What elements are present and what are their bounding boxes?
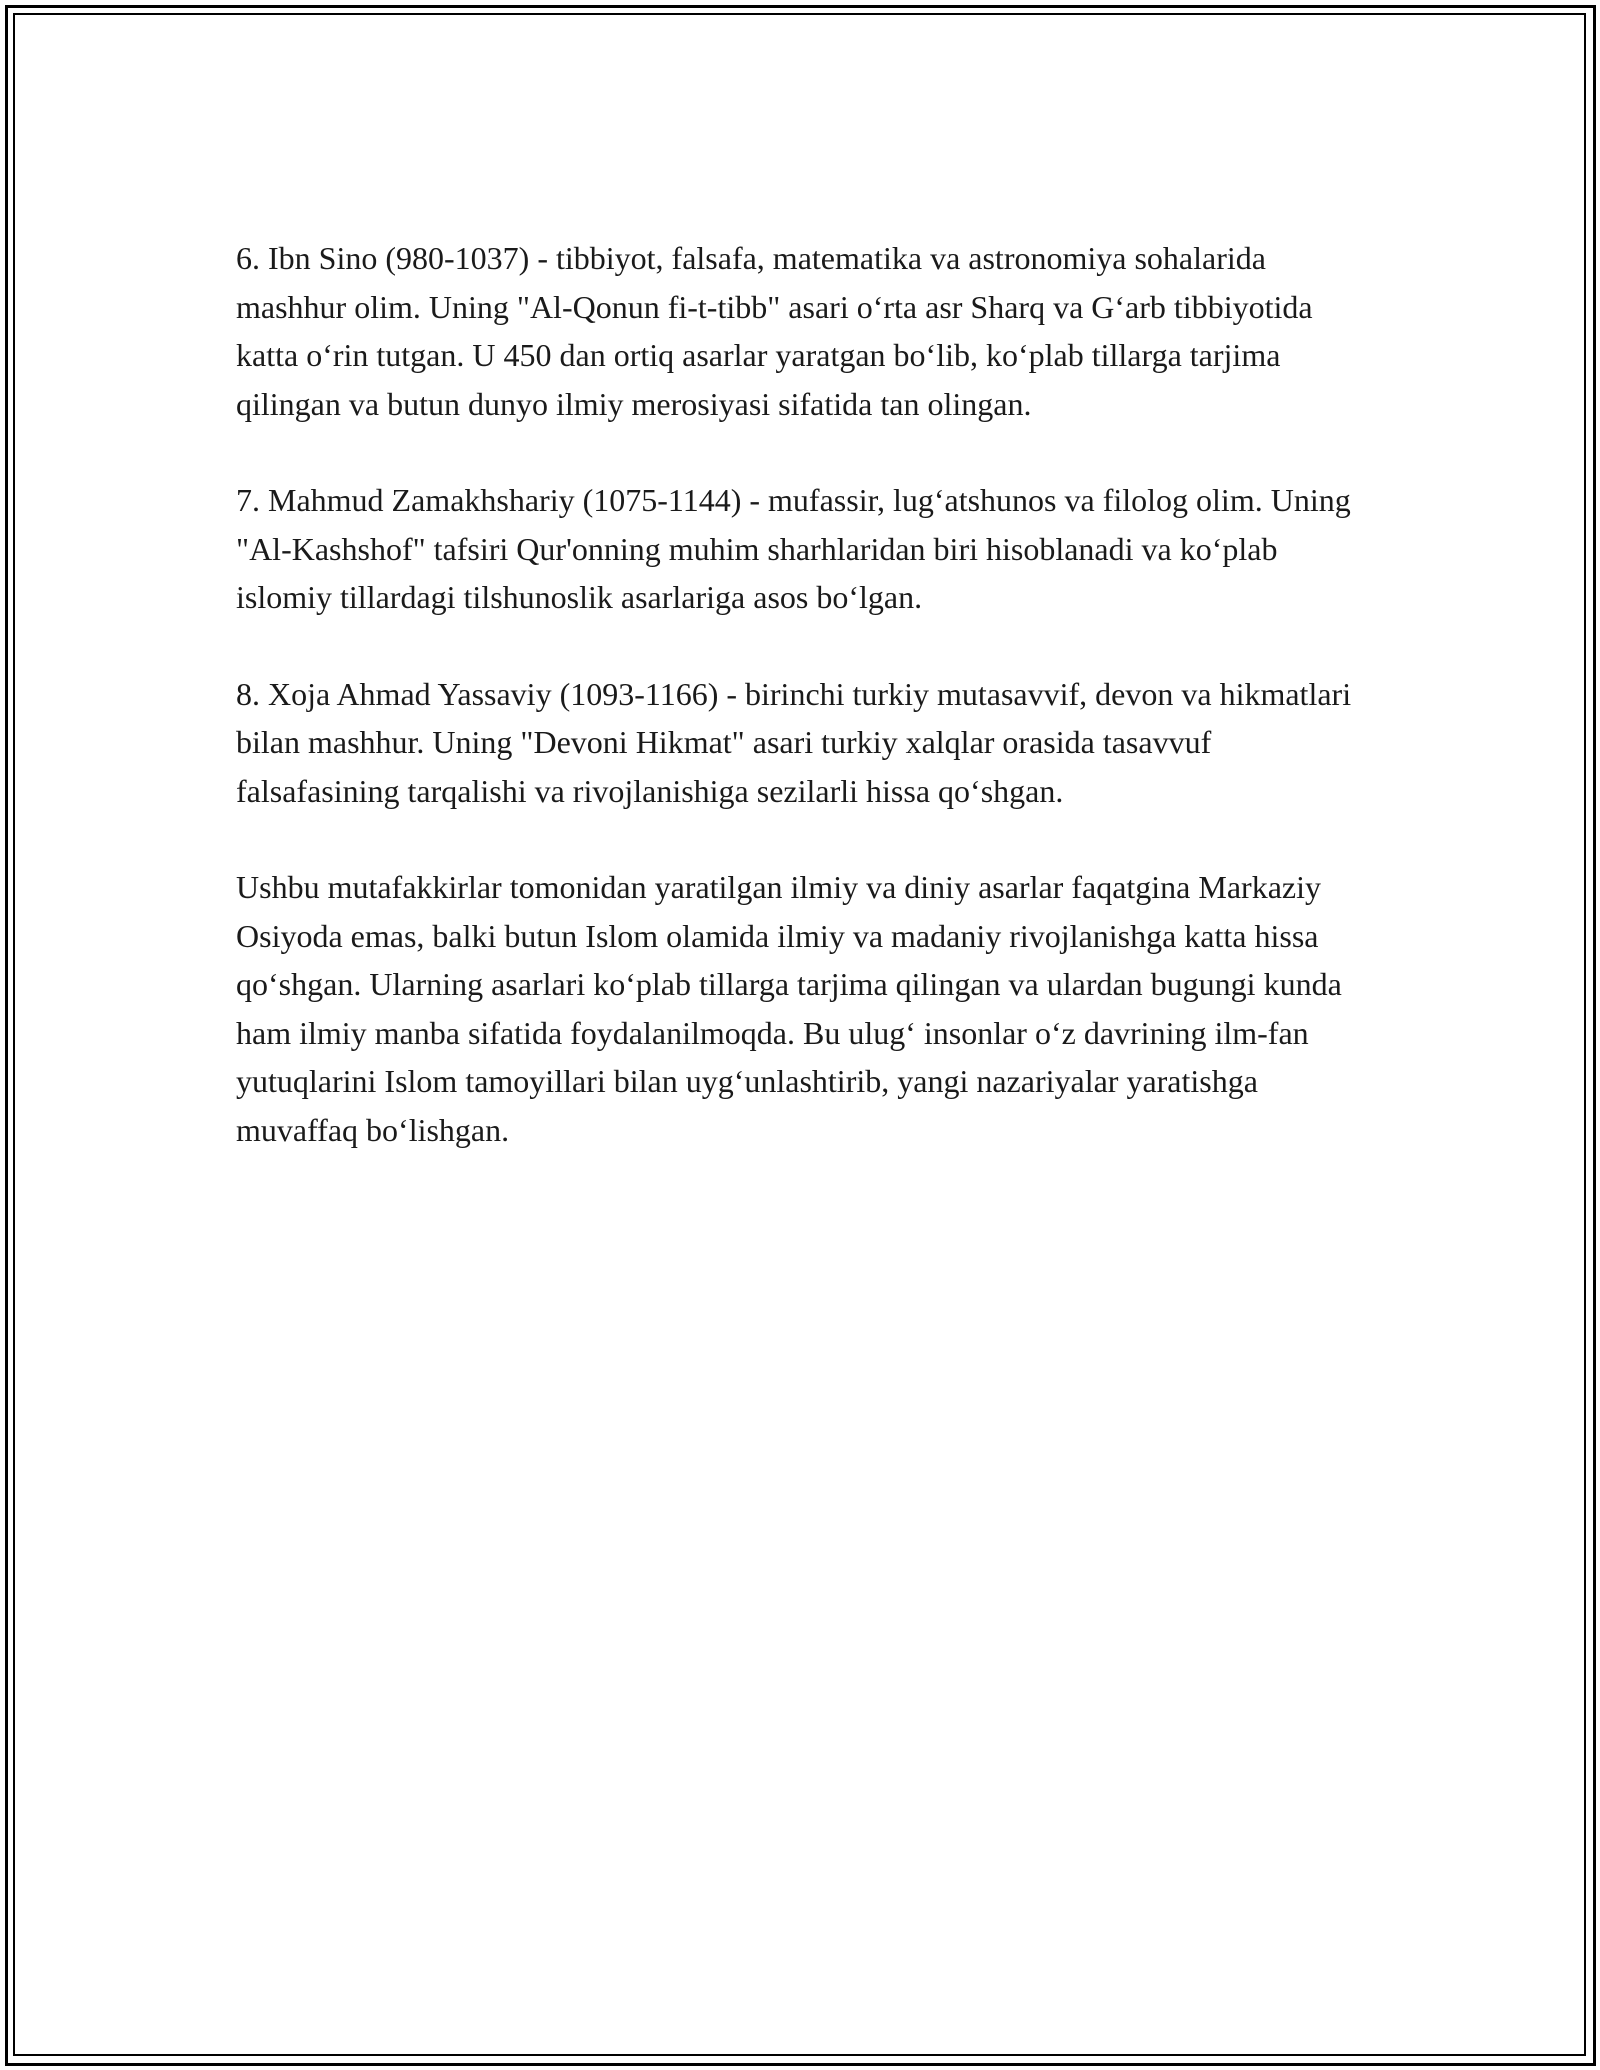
paragraph-zamakhshariy: 7. Mahmud Zamakhshariy (1075-1144) - mufassir, lug‘atshunos va filolog olim. Uning "Al-Kashshof" tafsiri Qur'onning muhim sharhlaridan biri hisoblanadi va ko‘plab islomiy tillardagi tilshunoslik asarlariga asos bo‘lgan. — [236, 482, 1351, 615]
paragraph-conclusion: Ushbu mutafakkirlar tomonidan yaratilgan ilmiy va diniy asarlar faqatgina Markaziy Osiyoda emas, balki butun Islom olamida ilmiy va madaniy rivojlanishga katta hissa qo‘shgan. Ularning asarlari ko‘plab tillarga tarjima qilingan va ulardan bugungi kunda ham ilmiy manba sifatida foydalanilmoqda. Bu ulug‘ insonlar o‘z davrining ilm-fan yutuqlarini Islom tamoyillari bilan uyg‘unlashtirib, yangi nazariyalar yaratishga muvaffaq bo‘lishgan. — [236, 869, 1342, 1148]
document-body — [236, 234, 1376, 1202]
paragraph-yassaviy: 8. Xoja Ahmad Yassaviy (1093-1166) - birinchi turkiy mutasavvif, devon va hikmatlari bilan mashhur. Uning "Devoni Hikmat" asari turkiy xalqlar orasida tasavvuf falsafasining tarqalishi va rivojlanishiga sezilarli hissa qo‘shgan. — [236, 675, 1352, 809]
paragraph-ibn-sino: 6. Ibn Sino (980-1037) - tibbiyot, falsafa, matematika va astronomiya sohalarida mashhur olim. Uning "Al-Qonun fi-t-tibb" asari o‘rta asr Sharq va G‘arb tibbiyotida katta o‘rin tutgan. U 450 dan ortiq asarlar yaratgan bo‘lib, ko‘plab tillarga tarjima qilingan va butun dunyo ilmiy merosiyasi sifatida tan olingan. — [236, 240, 1313, 422]
